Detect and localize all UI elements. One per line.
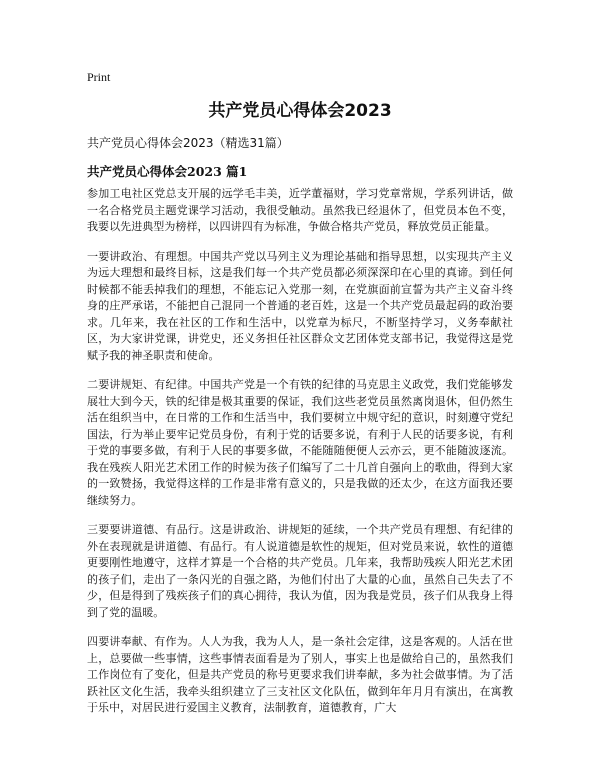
paragraph-2: 一要讲政治、有理想。中国共产党以马列主义为理论基础和指导思想，以实现共产主义为远大理想和最终目标，这是我们每一个共产党员都必须深深印在心里的真谛。到任何时候都不能丢掉我们的理想，不能忘记入党那一刻，在党旗面前宣誓为共产主义奋斗终身的庄严承诺，不能把自己混同一个普通的老百姓，这是一个共产党员最起码的政治要求。几年来，我在社区的工作和生活中，以党章为标尺，不断坚持学习，义务奉献社区，为大家讲党课，讲党史，还义务担任社区群众文艺团体党支部书记，我觉得这是党赋予我的神圣职责和使命。: [87, 249, 513, 362]
paragraph-4: 三要要讲道德、有品行。这是讲政治、讲规矩的延续，一个共产党员有理想、有纪律的外在表现就是讲道德、有品行。有人说道德是软性的规矩，但对党员来说，软性的道德更要刚性地遵守，这样才算是一个合格的共产党员。几年来，我帮助残疾人阳光艺术团的孩子们，走出了一条闪光的自强之路，为他们付出了大量的心血，虽然自己失去了不少，但是得到了残疾孩子们的真心拥待，我认为值，因为我是党员，孩子们从我身上得到了党的温暖。: [87, 523, 513, 619]
paragraph-3: 二要讲规矩、有纪律。中国共产党是一个有铁的纪律的马克思主义政党，我们党能够发展壮大到今天，铁的纪律是极其重要的保证，我们这些老党员虽然离岗退休，但仍然生活在组织当中，在日常的工作和生活当中，我们要树立中规守纪的意识，时刻遵守党纪国法，行为举止要牢记党员身份，有利于党的话要多说，有利于人民的话要多说，有利于党的事要多做，有利于人民的事要多做，不能随随便便人云亦云，更不能随波逐流。我在残疾人阳光艺术团工作的时候为孩子们编写了二十几首自强向上的歌曲，得到大家的一致赞扬，我觉得这样的工作是非常有意义的，只是我做的还太少，在这方面我还要继续努力。: [87, 378, 513, 507]
section-heading: 共产党员心得体会2023 篇1: [87, 164, 248, 179]
page-title: 共产党员心得体会2023: [208, 101, 392, 121]
document-subtitle: 共产党员心得体会2023（精选31篇）: [87, 136, 289, 150]
paragraph-1: 参加工电社区党总支开展的远学毛丰美，近学董福财，学习党章常规，学系列讲话，做一名合格党员主题党课学习活动，我很受触动。虽然我已经退休了，但党员本色不变，我要以先进典型为榜样，以四讲四有为标准，争做合格共产党员，释放党员正能量。: [87, 187, 513, 233]
paragraph-5: 四要讲奉献、有作为。人人为我，我为人人，是一条社会定律，这是客观的。人活在世上，总要做一些事情，这些事情表面看是为了别人，事实上也是做给自己的，虽然我们工作岗位有了变化，但是共产党员的称号更要求我们讲奉献，多为社会做事情。为了活跃社区文化生活，我牵头组织建立了三支社区文化队伍，做到年年月月有演出，在寓教于乐中，对居民进行爱国主义教育，法制教育，道德教育，广大: [87, 635, 513, 714]
article-body: [87, 186, 513, 730]
print-link[interactable]: Print: [87, 70, 111, 84]
